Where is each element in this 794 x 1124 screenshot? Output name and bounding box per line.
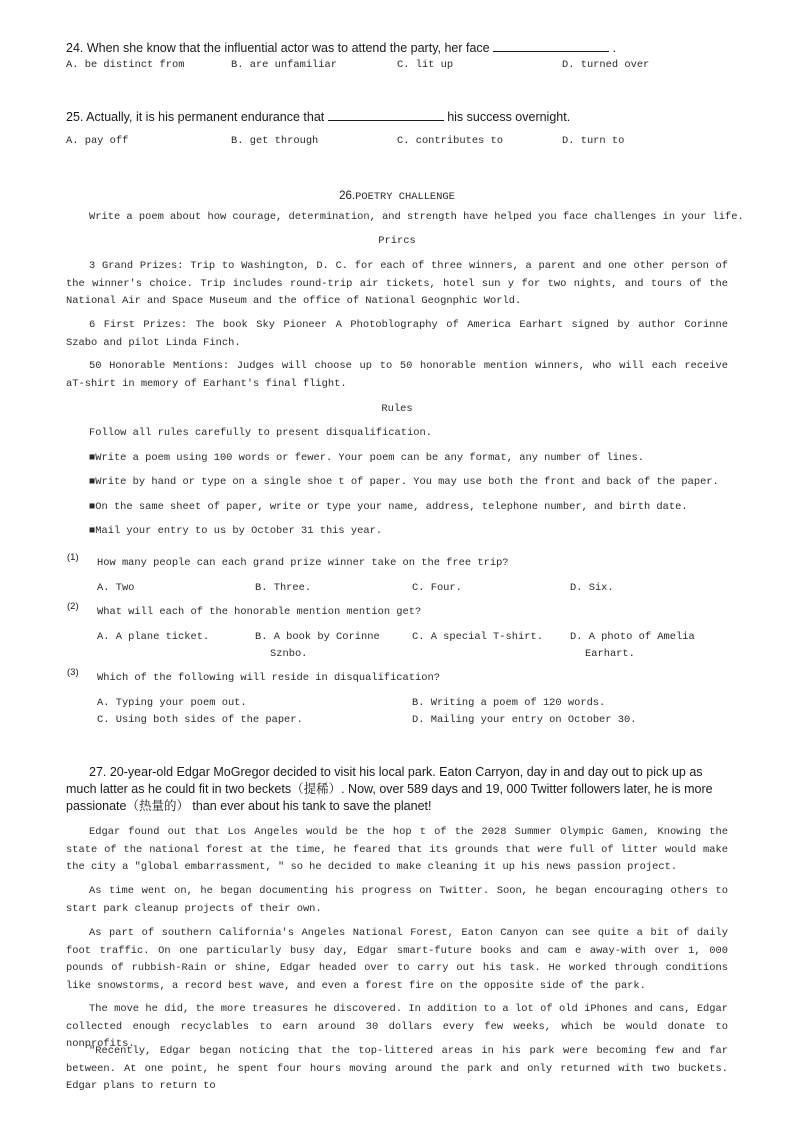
q25-stem-text: 25. Actually, it is his permanent endurance that [66,110,328,124]
q25-option-a[interactable]: A. pay off [66,135,129,147]
q26-sub3-question: Which of the following will reside in disqualification? [97,672,440,684]
q24-stem [66,40,616,55]
q26-sub3-number: (3) [67,667,79,678]
q27-paragraph: "Recently, Edgar began noticing that the top-littered areas in his park were becoming few and far between. At one point, he spent four hours moving around the park and only returned with two buckets. Edgar plans to return to [66,1045,728,1092]
q24-stem-text: 24. When she know that the influential actor was to attend the party, her face [66,41,494,55]
q26-sub1-option-a[interactable]: A. Two [97,582,135,594]
q26-sub2-option-a[interactable]: A. A plane ticket. [97,631,210,643]
q26-sub3-option-a[interactable]: A. Typing your poem out. [97,697,247,709]
q26-sub2-option-b[interactable]: B. A book by Corinne [255,631,380,643]
q24-option-d[interactable]: D. turned over [562,59,650,71]
q26-sub2-option-c[interactable]: C. A special T-shirt. [412,631,543,643]
q26-sub1-question: How many people can each grand prize winner take on the free trip? [97,557,509,569]
q26-sub1-option-d[interactable]: D. Six. [570,582,614,594]
q25-option-b[interactable]: B. get through [231,135,319,147]
q26-rule-item: ■Write a poem using 100 words or fewer. Your poem can be any format, any number of lines. [89,452,644,464]
q26-rule-item: ■Mail your entry to us by October 31 this year. [89,525,383,537]
q26-sub2-option-b-cont: Sznbo. [270,648,308,660]
q25-option-d[interactable]: D. turn to [562,135,625,147]
q25-stem [66,109,570,124]
q26-prize-honorable: 50 Honorable Mentions: Judges will choose up to 50 honorable mention winners, who will each receive aT-shirt in memory of Earhant's final flight. [66,360,728,390]
q27-paragraph: The move he did, the more treasures he discovered. In addition to a lot of old iPhones and cans, Edgar collected enough recyclables to earn around 30 dollars every few weeks, which be would donate to nonprofits. [66,1003,728,1050]
q27-lead-paragraph: 27. 20-year-old Edgar MoGregor decided to visit his local park. Eaton Carryon, day in and day out to pick up as much latter as he could fit in two beckets（提稀）. Now, over 589 days and 19, 000 Twitter followers later, he is more passionate（热量的） than ever about his tank to save the planet! [66,765,713,813]
q26-rules-intro: Follow all rules carefully to present disqualification. [89,427,432,439]
q27-paragraph: As part of southern California's Angeles National Forest, Eaton Canyon can see quite a bit of daily foot traffic. On one particularly busy day, Edgar smart-future books and cam e away-with over 1, 000 pounds of rubbish-Rain or shine, Edgar headed over to carry out his task. He worked through conditions like snowstorms, a record best wave, and even a forest fire on the opposite side of the park. [66,927,728,992]
q26-sub2-question: What will each of the honorable mention mention get? [97,606,422,618]
q26-sub1-option-c[interactable]: C. Four. [412,582,462,594]
q26-prizes-heading: Prircs [378,235,416,247]
q24-option-a[interactable]: A. be distinct from [66,59,185,71]
q26-sub2-option-d-cont: Earhart. [585,648,635,660]
q26-sub1-option-b[interactable]: B. Three. [255,582,312,594]
q26-title [0,186,794,204]
q26-rules-heading: Rules [381,403,413,415]
q26-number: 26. [339,190,356,202]
q26-rule-item: ■Write by hand or type on a single shoe t of paper. You may use both the front and back of the paper. [89,476,719,488]
q26-title-text: POETRY CHALLENGE [355,191,455,203]
q27-paragraph: As time went on, he began documenting his progress on Twitter. Soon, he began encouraging others to start park cleanup projects of their own. [66,885,728,915]
q25-answer-blank[interactable] [328,109,444,121]
q26-sub3-option-b[interactable]: B. Writing a poem of 120 words. [412,697,606,709]
q25-option-c[interactable]: C. contributes to [397,135,504,147]
q26-sub2-number: (2) [67,601,79,612]
q26-sub1-number: (1) [67,552,79,563]
q26-sub2-option-d[interactable]: D. A photo of Amelia [570,631,695,643]
q26-rule-item: ■On the same sheet of paper, write or type your name, address, telephone number, and birth date. [89,501,688,513]
q26-prize-grand: 3 Grand Prizes: Trip to Washington, D. C. for each of three winners, a parent and one other person of the winner's choice. Trip includes round-trip air tickets, hotel sun y for two nights, and tours of the National Air and Space Museum and the office of National Geognphic World. [66,260,728,307]
q26-sub3-option-c[interactable]: C. Using both sides of the paper. [97,714,303,726]
q25-stem-end: his success overnight. [443,110,571,124]
q26-prize-first: 6 First Prizes: The book Sky Pioneer A Photoblography of America Earhart signed by author Corinne Szabo and pilot Linda Finch. [66,319,728,349]
q26-intro: Write a poem about how courage, determination, and strength have helped you face challenges in your life. [89,211,744,223]
q26-sub3-option-d[interactable]: D. Mailing your entry on October 30. [412,714,637,726]
q24-stem-end: . [609,41,617,55]
q27-paragraph: Edgar found out that Los Angeles would be the hop t of the 2028 Summer Olympic Gamen, Knowing the state of the national forest at the time, he feared that its grounds that were full of litter would make the city a "global embarrassment, " so he decided to make cleaning it up his news passion project. [66,826,728,873]
q24-option-b[interactable]: B. are unfamiliar [231,59,338,71]
q24-answer-blank[interactable] [493,40,609,52]
q24-option-c[interactable]: C. lit up [397,59,454,71]
